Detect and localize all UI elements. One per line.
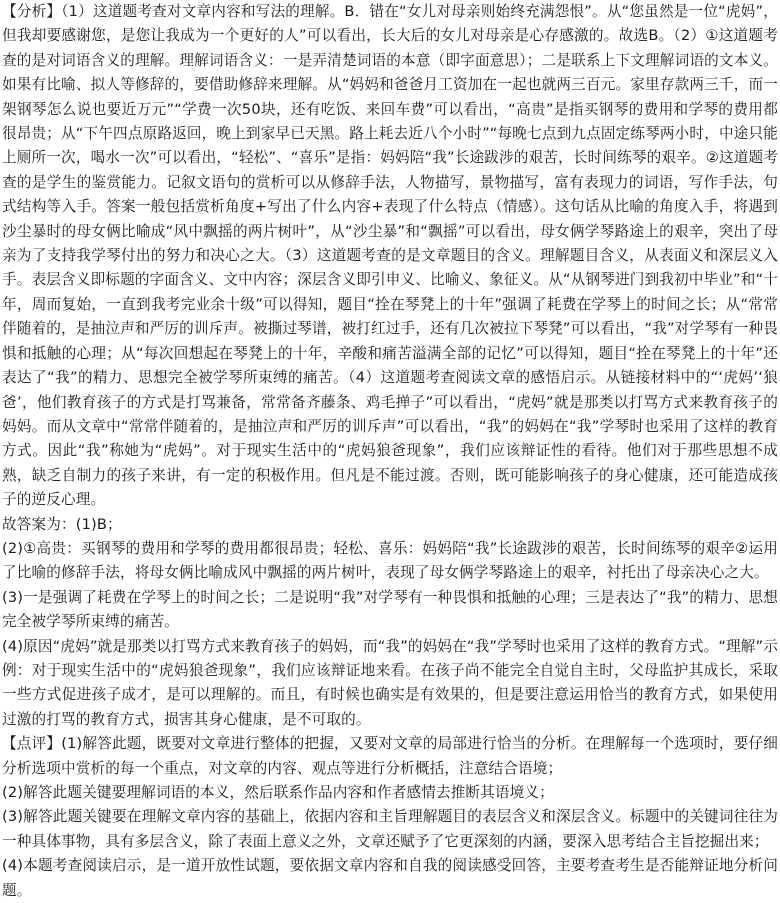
comment-text-1: (1)解答此题，既要对文章进行整体的把握，又要对文章的局部进行恰当的分析。在理解每一个选项时，要仔细分析选项中赏析的每一个重点，对文章的内容、观点等进行分析概括，注意结合语境； [2,735,778,777]
analysis-text: （1）这道题考查对文章内容和写法的理解。B．错在“女儿对母亲则始终充满怨恨”。从“您虽然是一位“虎妈”，但我却要感谢您，是您让我成为一个更好的人”可以看出，长大后的女儿对母亲是心存感激的。故选B。（2）①这道题考查的是对词语含义的理解。理解词语含义：一是弄清楚词语的本意（即字面意思）；二是联系上下文理解词语的文本义。如果有比喻、拟人等修辞的，要借助修辞来理解。从“妈妈和爸爸月工资加在一起也就两三百元。家里存款两三千，而一架钢琴怎么说也要近万元”“学费一次50块，还有吃饭、来回车费”可以看出，“高贵”是指买钢琴的费用和学琴的费用都很昂贵；从“下午四点原路返回，晚上到家早已天黑。路上耗去近八个小时”“每晚七点到九点固定练琴两小时，中途只能上厕所一次，喝水一次”可以看出，“轻松”、“喜乐”是指：妈妈陪“我”长途跋涉的艰苦，长时间练琴的艰辛。②这道题考查的是学生的鉴赏能力。记叙文语句的赏析可以从修辞手法，人物描写，景物描写，富有表现力的词语，写作手法，句式结构等入手。答案一般包括赏析角度+写出了什么内容+表现了什么特点（情感）。这句话从比喻的角度入手，将遇到沙尘暴时的母女俩比喻成“风中飘摇的两片树叶”，从“沙尘暴”和“飘摇”可以看出，母女俩学琴路途上的艰辛，突出了母亲为了支持我学琴付出的努力和决心之大。（3）这道题考查的是文章题目的含义。理解题目含义，从表面义和深层义入手。表层含义即标题的字面含义、文中内容；深层含义即引申义、比喻义、象征义。从“从钢琴进门到我初中毕业”和“十年，周而复始，一直到我考完业余十级”可以得知，题目“拴在琴凳上的十年”强调了耗费在学琴上的时间之长；从“常常伴随着的，是抽泣声和严厉的训斥声。被撕过琴谱，被打红过手，还有几次被拉下琴凳”可以看出，“我”对学琴有一种畏惧和抵触的心理；从“每次回想起在琴凳上的十年，辛酸和痛苦溢满全部的记忆”可以得知，题目“拴在琴凳上的十年”还表达了“我”的精力、思想完全被学琴所束缚的痛苦。（4）这道题考查阅读文章的感悟启示。从链接材料中的“‘虎妈’‘狼爸’，他们教育孩子的方式是打骂兼备，常常备齐藤条、鸡毛掸子”可以看出，“虎妈”就是那类以打骂方式来教育孩子的妈妈。而从文章中“常常伴随着的，是抽泣声和严厉的训斥声”可以看出，“我”的妈妈在“我”学琴时也采用了这样的教育方式。因此“我”称她为“虎妈”。对于现实生活中的“虎妈狼爸现象”，我们应该辩证性的看待。他们对于那些思想不成熟，缺乏自制力的孩子来讲，有一定的积极作用。但凡是不能过渡。否则，既可能影响孩子的身心健康，还可能造成孩子的逆反心理。 [2,3,778,509]
answer-4: (4)原因“虎妈”就是那类以打骂方式来教育孩子的妈妈，而“我”的妈妈在“我”学琴时也采用了这样的教育方式。“理解”示例：对于现实生活中的“虎妈狼爸现象”，我们应该辩证地来看。在孩子尚不能完全自觉自主时，父母监护其成长，采取一些方式促进孩子成才，是可以理解的。而且，有时候也确实是有效果的，但是要注意运用恰当的教育方式，如果使用过激的打骂的教育方式，损害其身心健康，是不可取的。 [2,637,778,728]
comment-paragraph-3: (3)解答此题关键要在理解文章内容的基础上，依据内容和主旨理解题目的表层含义和深层含义。标题中的关键词往往为一种具体事物，具有多层含义，除了表面上意义之外，文章还赋予了它更深刻的内涵，要深入思考结合主旨挖掘出来； [2,808,778,850]
comment-paragraph-1 [2,732,778,781]
comment-paragraph-4: (4)本题考查阅读启示，是一道开放性试题，要依据文章内容和自我的阅读感受回答，主要考查考生是否能辩证地分析问题。 [2,857,778,899]
answer-3: (3)一是强调了耗费在学琴上的时间之长；二是说明“我”对学琴有一种畏惧和抵触的心理；三是表达了“我”的精力、思想完全被学琴所束缚的痛苦。 [2,588,778,631]
comment-label: 【点评】 [2,735,62,753]
analysis-label: 【分析】 [2,3,62,20]
analysis-paragraph [2,0,778,513]
answer-2: (2)①高贵：买钢琴的费用和学琴的费用都很昂贵；轻松、喜乐：妈妈陪“我”长途跋涉的艰苦，长时间练琴的艰辛②运用了比喻的修辞手法，将母女俩比喻成风中飘摇的两片树叶，表现了母女俩学琴路途上的艰辛，衬托出了母亲决心之大。 [2,539,778,582]
comment-paragraph-2: (2)解答此题关键要理解词语的本义，然后联系作品内容和作者感情去推断其语境义； [2,784,554,801]
answer-intro: 故答案为：(1)B； [2,515,122,533]
